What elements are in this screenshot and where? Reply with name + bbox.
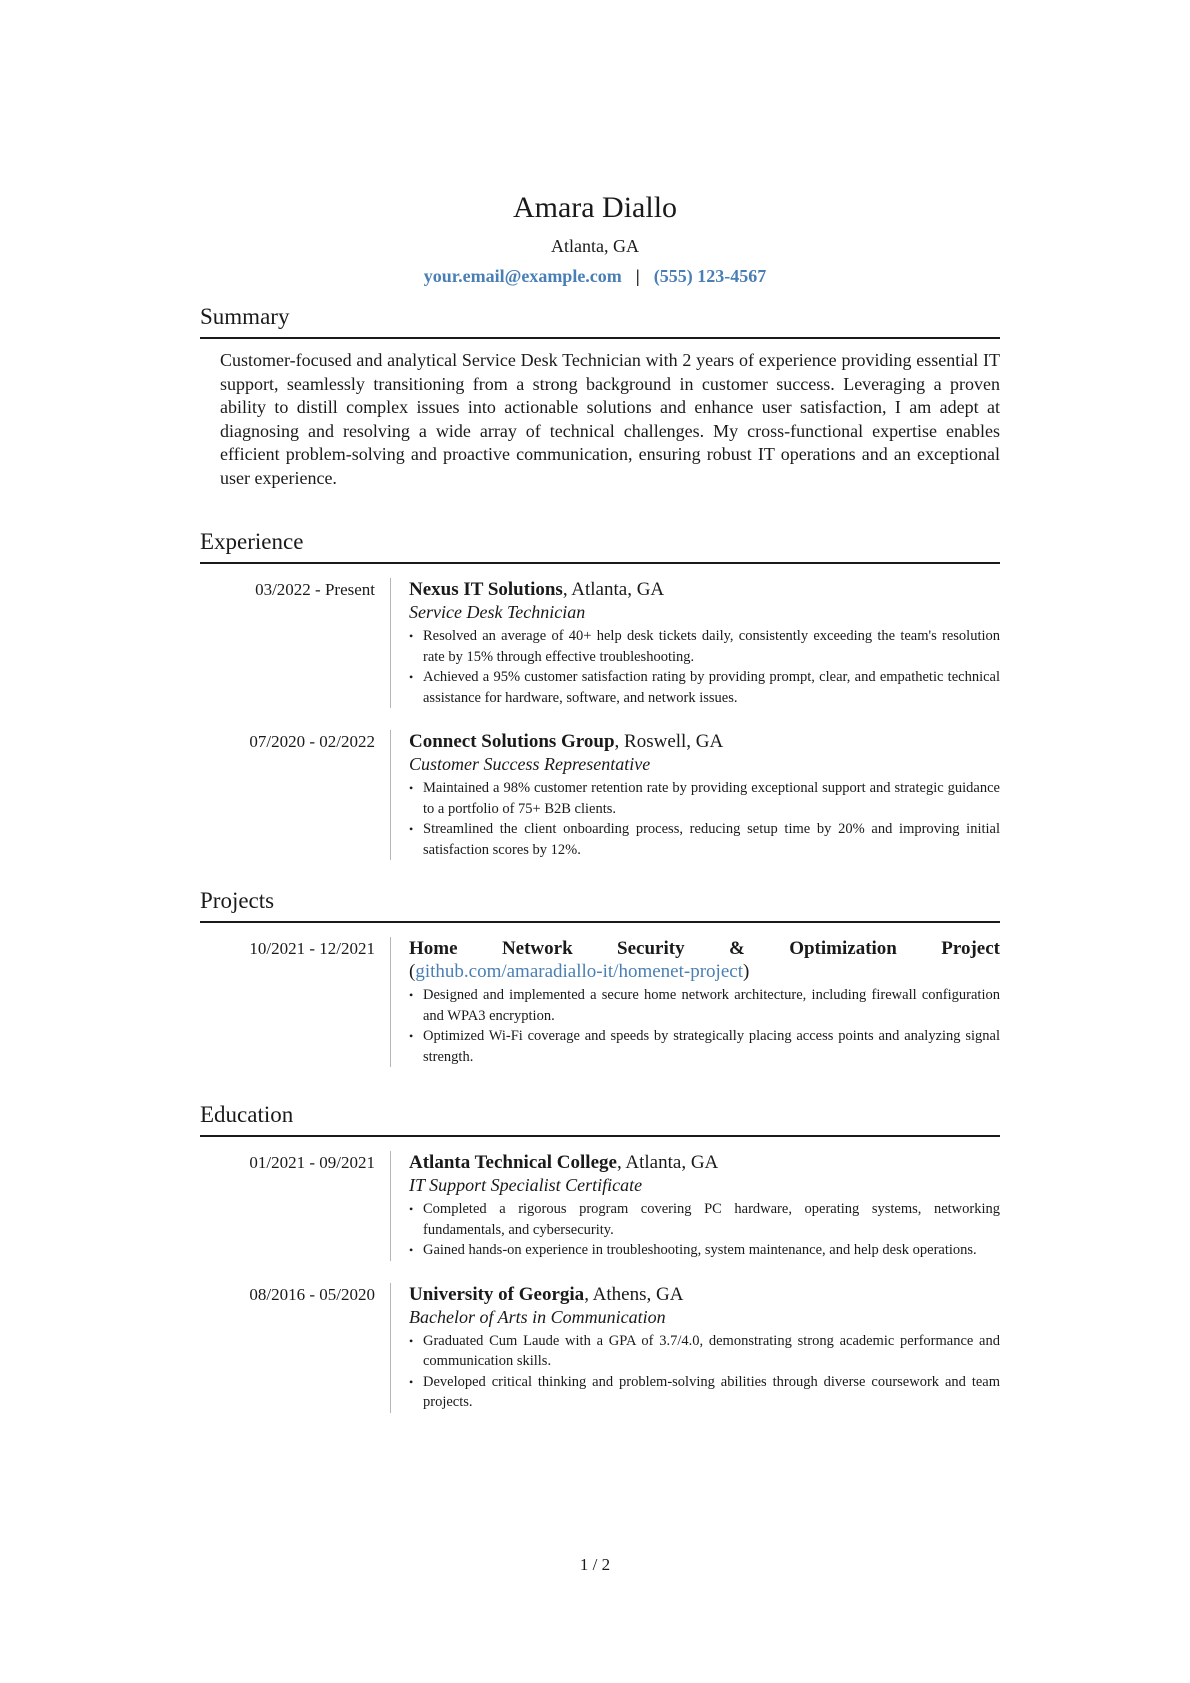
entry-bullets (409, 985, 1000, 1067)
entry-org-line (409, 730, 1000, 753)
entry-org-line (409, 1151, 1000, 1174)
projects-section (200, 887, 1000, 1067)
project-link[interactable]: github.com/amaradiallo-it/homenet-project (415, 961, 743, 982)
candidate-location: Atlanta, GA (551, 236, 639, 256)
entry-role: Service Desk Technician (409, 602, 586, 622)
education-section (200, 1101, 1000, 1413)
entry-org: Connect Solutions Group (409, 731, 615, 752)
bullet-item: • Graduated Cum Laude with a GPA of 3.7/4.0, demonstrating strong academic performance and communication skills. (409, 1331, 1000, 1372)
entry-role: Customer Success Representative (409, 754, 651, 774)
entry-org-line (409, 1283, 1000, 1306)
page-number: 1 / 2 (579, 1555, 611, 1574)
entry-org: Atlanta Technical College (409, 1152, 617, 1173)
entry-org: Nexus IT Solutions (409, 579, 563, 600)
entry-body (390, 1151, 1000, 1261)
phone-link[interactable]: (555) 123-4567 (653, 266, 767, 286)
bullet-item: • Completed a rigorous program covering PC hardware, operating systems, networking fundamentals, and cybersecurity. (409, 1199, 1000, 1240)
bullet-item: • Achieved a 95% customer satisfaction rating by providing prompt, clear, and empathetic technical assistance for hardware, software, and network issues. (409, 667, 1000, 708)
entry-role: Bachelor of Arts in Communication (409, 1306, 666, 1327)
entry-org: University of Georgia (409, 1283, 585, 1305)
entry-location: , Athens, GA (584, 1283, 684, 1305)
contact-separator: | (635, 266, 640, 286)
entry-bullets (409, 626, 1000, 708)
project-entry (200, 937, 1000, 1067)
entry-body (390, 1283, 1000, 1413)
experience-section (200, 528, 1000, 860)
bullet-item: • Designed and implemented a secure home network architecture, including firewall configuration and WPA3 encryption. (409, 985, 1000, 1026)
entry-org-line (409, 578, 1000, 601)
experience-heading: Experience (200, 528, 1000, 564)
entry-role: IT Support Specialist Certificate (409, 1175, 643, 1195)
bullet-item: • Resolved an average of 40+ help desk tickets daily, consistently exceeding the team's resolution rate by 15% through effective troubleshooting. (409, 626, 1000, 667)
entry-location: , Atlanta, GA (616, 1152, 719, 1173)
entry-date: 03/2022 - Present (255, 580, 375, 599)
bullet-item: • Maintained a 98% customer retention rate by providing exceptional support and strategic guidance to a portfolio of 75+ B2B clients. (409, 778, 1000, 819)
bullet-item: • Gained hands-on experience in troubleshooting, system maintenance, and help desk operations. (409, 1240, 1000, 1261)
entry-date: 01/2021 - 09/2021 (249, 1153, 375, 1172)
email-link[interactable]: your.email@example.com (423, 266, 622, 286)
experience-entry (200, 730, 1000, 860)
entry-body (390, 730, 1000, 860)
summary-section (200, 303, 1000, 490)
entry-date: 07/2020 - 02/2022 (249, 732, 375, 751)
bullet-item: • Developed critical thinking and problem-solving abilities through diverse coursework and team projects. (409, 1372, 1000, 1413)
entry-location: , Atlanta, GA (562, 579, 665, 600)
bullet-item: • Optimized Wi-Fi coverage and speeds by strategically placing access points and analyzing signal strength. (409, 1026, 1000, 1067)
contact-line (0, 264, 1190, 288)
entry-body (390, 578, 1000, 708)
education-heading: Education (200, 1101, 1000, 1137)
entry-location: , Roswell, GA (614, 731, 724, 752)
entry-bullets (409, 778, 1000, 860)
experience-entry (200, 578, 1000, 708)
education-entry (200, 1283, 1000, 1413)
candidate-name: Amara Diallo (512, 191, 678, 224)
resume-header (0, 190, 1190, 288)
paren-close: ) (742, 961, 750, 982)
entry-body (390, 937, 1000, 1067)
education-entry (200, 1151, 1000, 1261)
entry-bullets (409, 1199, 1000, 1261)
summary-heading: Summary (200, 303, 1000, 339)
entry-date: 10/2021 - 12/2021 (249, 939, 375, 958)
paren-open: ( (409, 961, 416, 982)
project-name: Home Network Security & Optimization Project (409, 938, 1000, 959)
entry-date: 08/2016 - 05/2020 (249, 1284, 375, 1304)
entry-bullets (409, 1331, 1000, 1413)
summary-text: Customer-focused and analytical Service Desk Technician with 2 years of experience providing essential IT support, seamlessly transitioning from a strong background in customer success. Leveraging a proven ability to distill complex issues into actionable solutions and enhance user satisfaction, I am adept at diagnosing and resolving a wide array of technical challenges. My cross-functional expertise enables efficient problem-solving and proactive communication, ensuring robust IT operations and an exceptional user experience. (220, 350, 1000, 488)
project-title-line (409, 937, 1000, 983)
projects-heading: Projects (200, 887, 1000, 923)
bullet-item: • Streamlined the client onboarding process, reducing setup time by 20% and improving initial satisfaction scores by 12%. (409, 819, 1000, 860)
